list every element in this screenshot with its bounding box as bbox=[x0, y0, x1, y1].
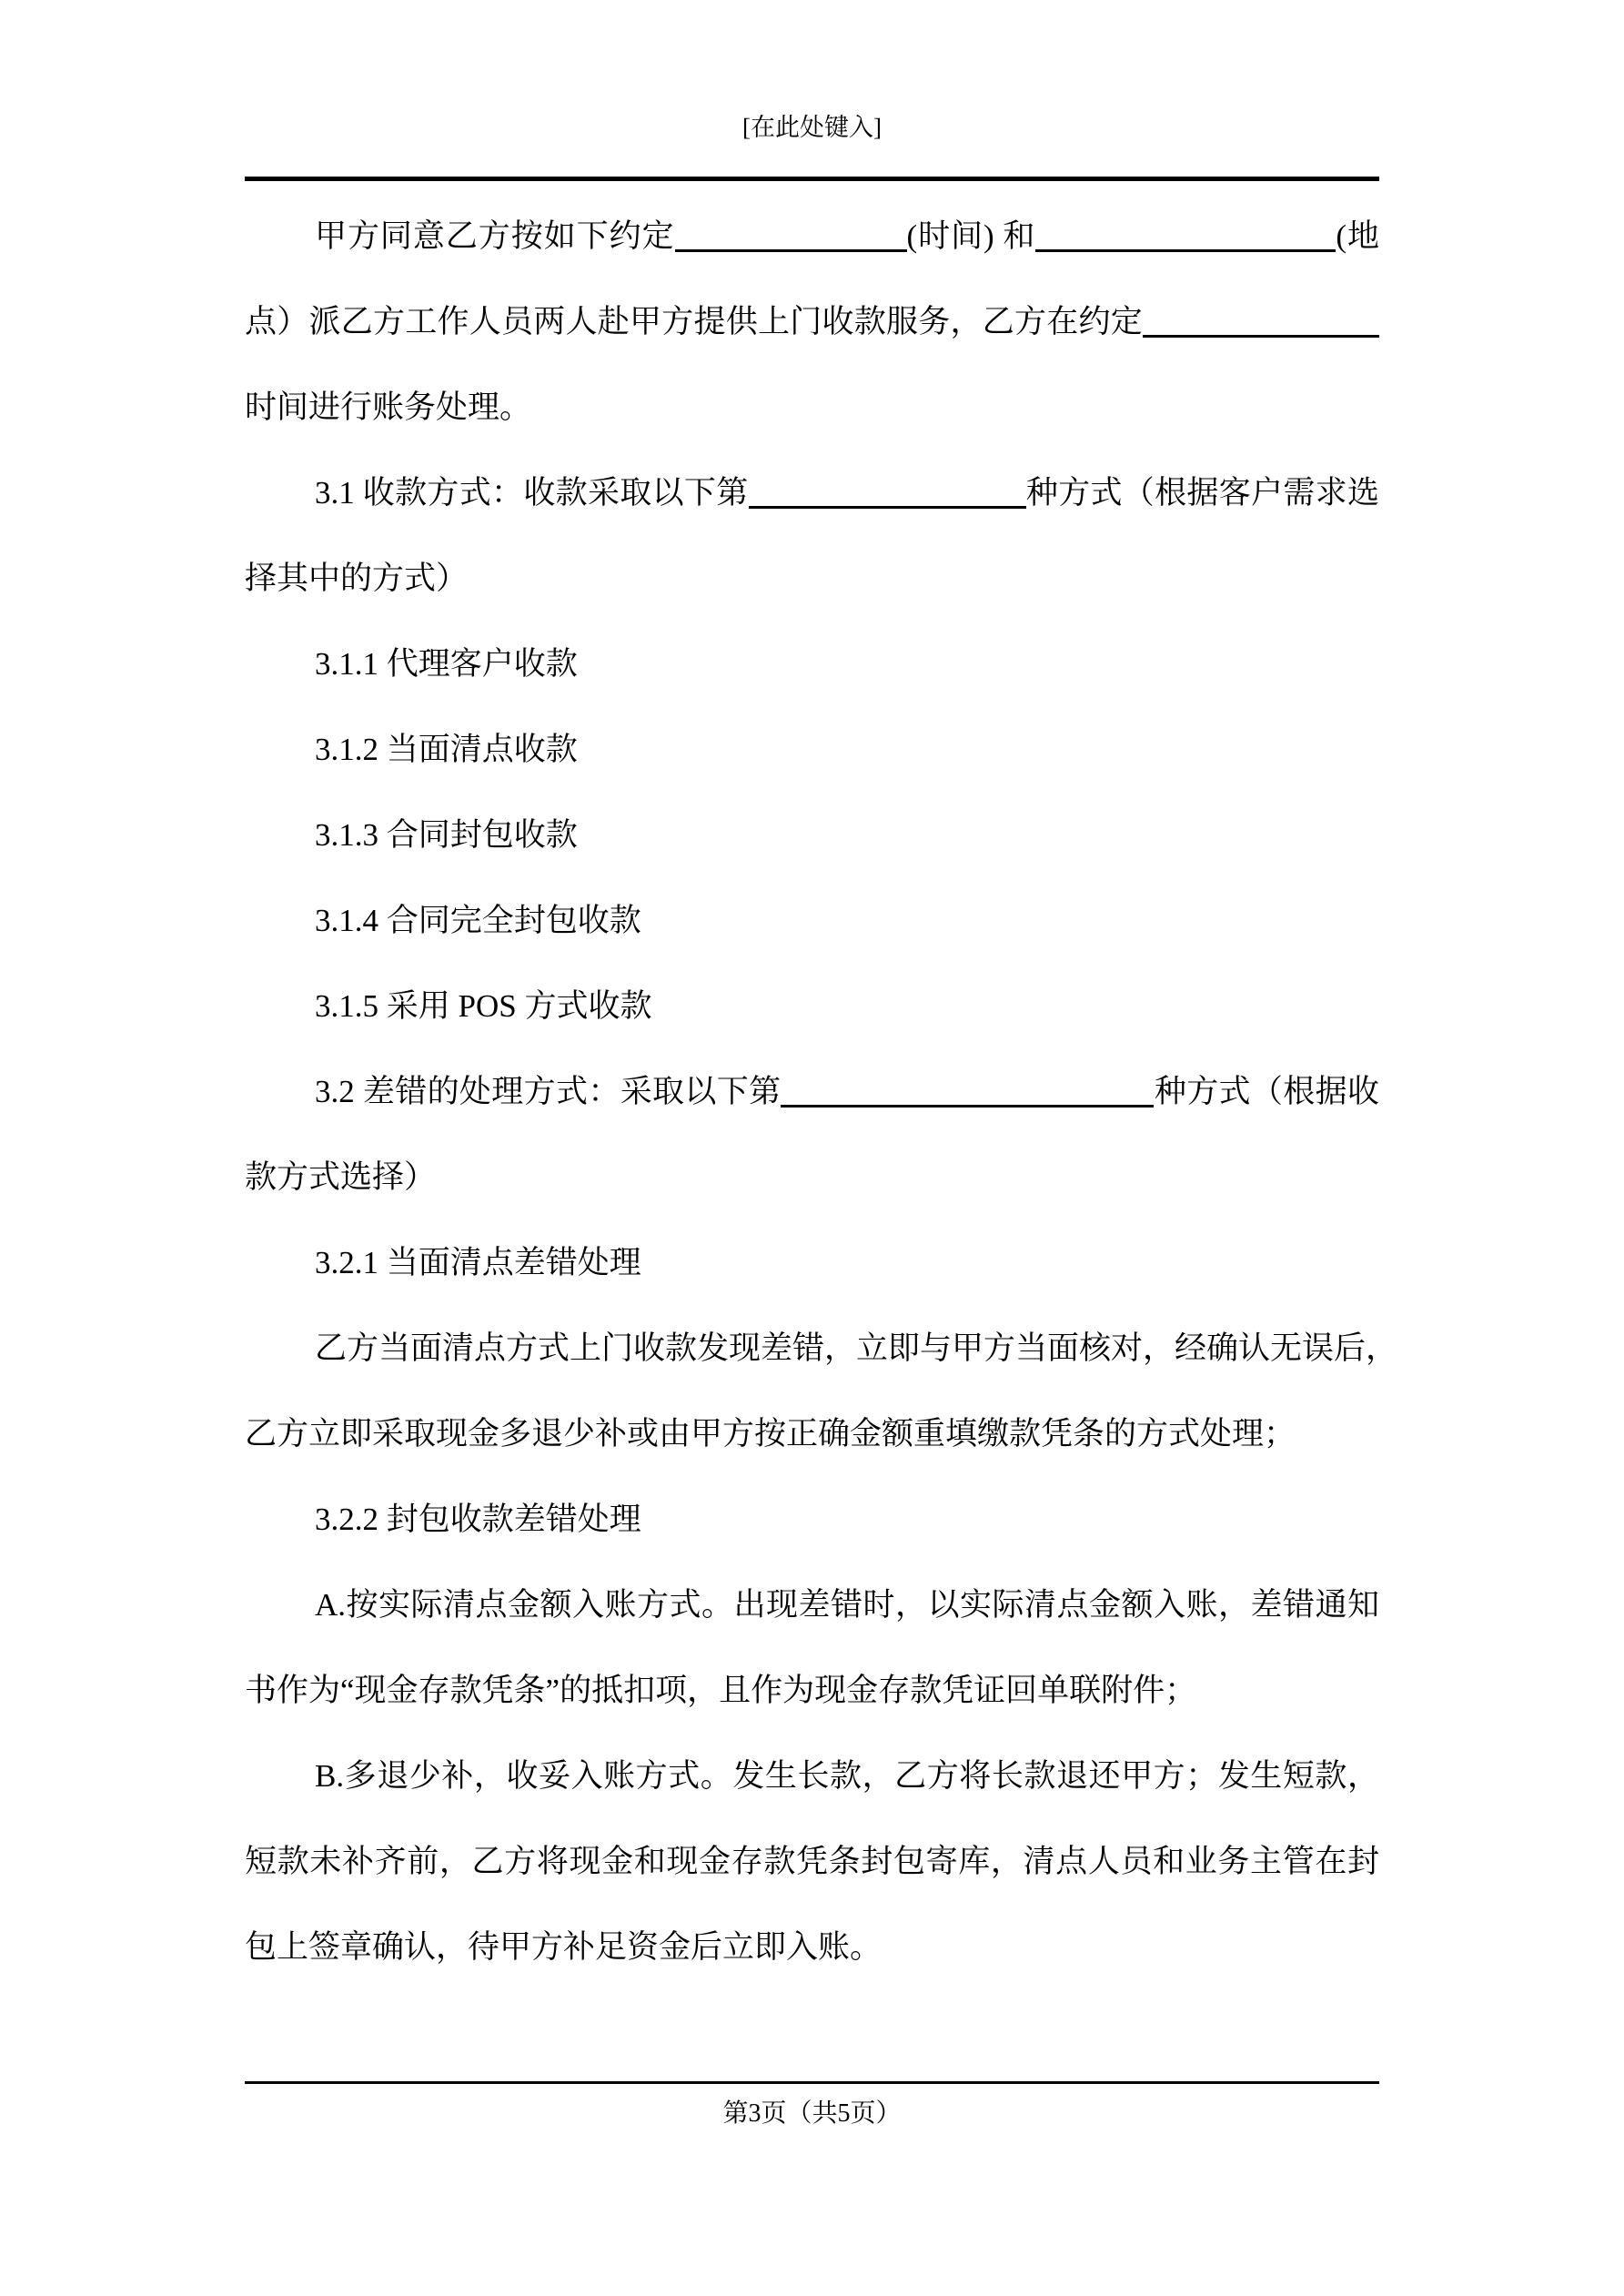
clause-3-2-2 bbox=[245, 1477, 1379, 1563]
fill-in-blank-underline[interactable] bbox=[749, 479, 1026, 509]
clause-3-1-5 bbox=[245, 964, 1379, 1049]
text-segment: 点）派乙方工作人员两人赴甲方提供上门收款服务，乙方在约定 bbox=[245, 304, 1143, 339]
para-A-line-1 bbox=[245, 1563, 1379, 1648]
fill-in-blank-underline[interactable] bbox=[781, 1077, 1154, 1108]
text-segment: 乙方立即采取现金多退少补或由甲方按正确金额重填缴款凭条的方式处理； bbox=[245, 1416, 1296, 1451]
text-segment: 短款未补齐前，乙方将现金和现金存款凭条封包寄库，清点人员和业务主管在封 bbox=[245, 1844, 1379, 1879]
para-B-line-2 bbox=[245, 1819, 1379, 1905]
header-rule bbox=[245, 177, 1379, 181]
text-segment: 种方式（根据收 bbox=[1154, 1074, 1379, 1109]
text-segment: 3.1.3 合同封包收款 bbox=[315, 817, 578, 853]
text-segment: 3.1 收款方式：收款采取以下第 bbox=[315, 475, 749, 511]
text-segment: 3.2.2 封包收款差错处理 bbox=[315, 1502, 641, 1537]
text-segment: (地 bbox=[1336, 218, 1380, 254]
clause-3-1-line-1 bbox=[245, 450, 1379, 536]
clause-3-1-4 bbox=[245, 878, 1379, 964]
text-segment: (时间) 和 bbox=[906, 218, 1036, 254]
para-B-line-1 bbox=[245, 1734, 1379, 1819]
footer-rule bbox=[245, 2081, 1379, 2084]
text-segment: 3.1.5 采用 POS 方式收款 bbox=[315, 988, 652, 1024]
text-segment: 包上签章确认，待甲方补足资金后立即入账。 bbox=[245, 1929, 883, 1965]
text-segment: 3.2 差错的处理方式：采取以下第 bbox=[315, 1074, 782, 1109]
para-intro-line-2 bbox=[245, 279, 1379, 365]
header-placeholder[interactable]: [在此处键入] bbox=[742, 114, 882, 141]
document-body bbox=[245, 194, 1398, 1990]
fill-in-blank-underline[interactable] bbox=[1035, 222, 1336, 252]
text-segment: 种方式（根据客户需求选 bbox=[1025, 475, 1379, 511]
clause-3-2-line-2 bbox=[245, 1135, 1379, 1220]
clause-3-1-2 bbox=[245, 707, 1379, 793]
clause-3-2-line-1 bbox=[245, 1049, 1379, 1135]
footer-page-number: 第3页（共5页） bbox=[722, 2099, 902, 2128]
clause-3-1-3 bbox=[245, 793, 1379, 878]
text-segment: 3.2.1 当面清点差错处理 bbox=[315, 1245, 641, 1280]
para-B-line-3 bbox=[245, 1905, 1379, 1990]
text-segment: B.多退少补，收妥入账方式。发生长款，乙方将长款退还甲方；发生短款， bbox=[315, 1758, 1379, 1794]
clause-3-2-1 bbox=[245, 1220, 1379, 1306]
text-segment: 甲方同意乙方按如下约定 bbox=[315, 218, 675, 254]
text-segment: A.按实际清点金额入账方式。出现差错时，以实际清点金额入账，差错通知 bbox=[315, 1587, 1379, 1623]
para-3-2-1-line-2 bbox=[245, 1391, 1379, 1477]
para-intro-line-1 bbox=[245, 194, 1379, 279]
text-segment: 择其中的方式） bbox=[245, 561, 469, 596]
para-intro-line-3 bbox=[245, 365, 1379, 450]
para-A-line-2 bbox=[245, 1648, 1379, 1734]
text-segment: 书作为“现金存款凭条”的抵扣项，且作为现金存款凭证回单联附件； bbox=[245, 1673, 1197, 1708]
text-segment: 3.1.1 代理客户收款 bbox=[315, 646, 578, 682]
text-segment: 3.1.2 当面清点收款 bbox=[315, 732, 578, 767]
text-segment: 3.1.4 合同完全封包收款 bbox=[315, 903, 641, 938]
clause-3-1-1 bbox=[245, 622, 1379, 707]
para-3-2-1-line-1 bbox=[245, 1306, 1398, 1391]
text-segment: 款方式选择） bbox=[245, 1159, 437, 1195]
clause-3-1-line-2 bbox=[245, 536, 1379, 622]
text-segment: 时间进行账务处理。 bbox=[245, 389, 532, 425]
fill-in-blank-underline[interactable] bbox=[1143, 308, 1379, 338]
fill-in-blank-underline[interactable] bbox=[675, 222, 907, 252]
text-segment: 乙方当面清点方式上门收款发现差错，立即与甲方当面核对，经确认无误后， bbox=[315, 1330, 1398, 1366]
